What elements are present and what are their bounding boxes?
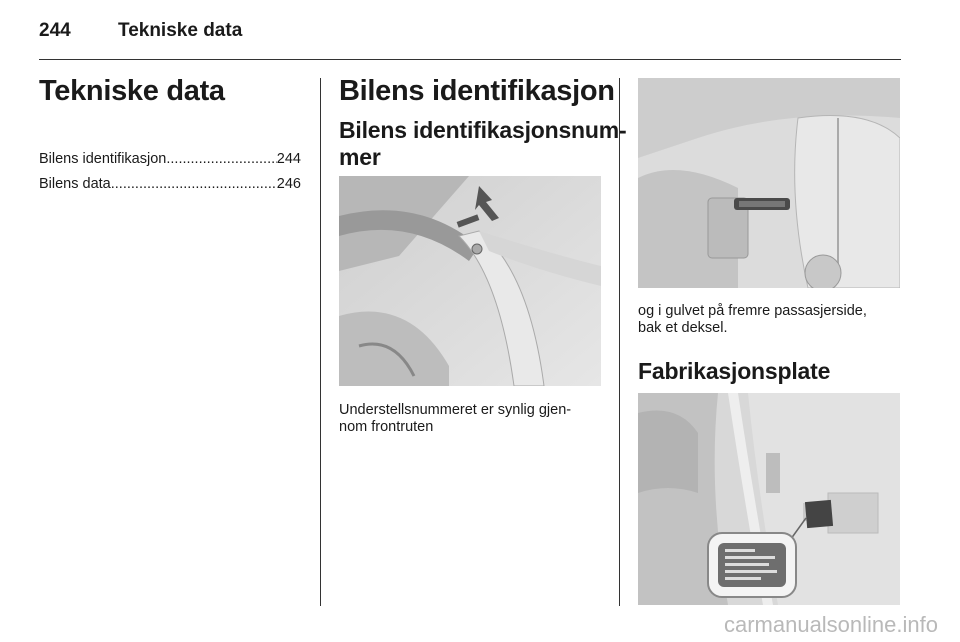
caption-line1: Understellsnummeret er synlig gjen-	[339, 402, 572, 418]
chapter-title: Tekniske data	[118, 20, 243, 41]
toc-entry[interactable]	[39, 176, 301, 192]
toc-entry[interactable]	[39, 151, 301, 167]
column-divider-left	[320, 78, 321, 606]
toc-leader-dots	[166, 151, 276, 167]
floor-vin-illustration	[638, 78, 900, 288]
fabrication-plate-illustration	[638, 393, 900, 605]
toc-entry-page: 246	[276, 176, 301, 192]
toc-entry-label: Bilens identifikasjon	[39, 151, 167, 167]
column-divider-right	[619, 78, 620, 606]
source-watermark: carmanualsonline.info	[723, 612, 938, 637]
subsection-title-line1: Bilens identifikasjonsnum-	[339, 117, 627, 143]
windshield-vin-illustration	[339, 176, 601, 386]
right-text-line1: og i gulvet på fremre passasjerside,	[638, 303, 867, 319]
toc-entry-label: Bilens data	[39, 176, 111, 192]
subsection-title-line2: mer	[339, 144, 381, 170]
section-title: Bilens identifikasjon	[339, 75, 615, 107]
toc-entry-page: 244	[276, 151, 301, 167]
header-divider	[39, 59, 901, 60]
page-number: 244	[39, 20, 71, 41]
right-text-line2: bak et deksel.	[638, 320, 728, 336]
caption-line2: nom frontruten	[339, 419, 434, 435]
toc-heading: Tekniske data	[39, 75, 225, 107]
fabrication-plate-heading: Fabrikasjonsplate	[638, 358, 831, 384]
toc-leader-dots	[111, 176, 277, 192]
